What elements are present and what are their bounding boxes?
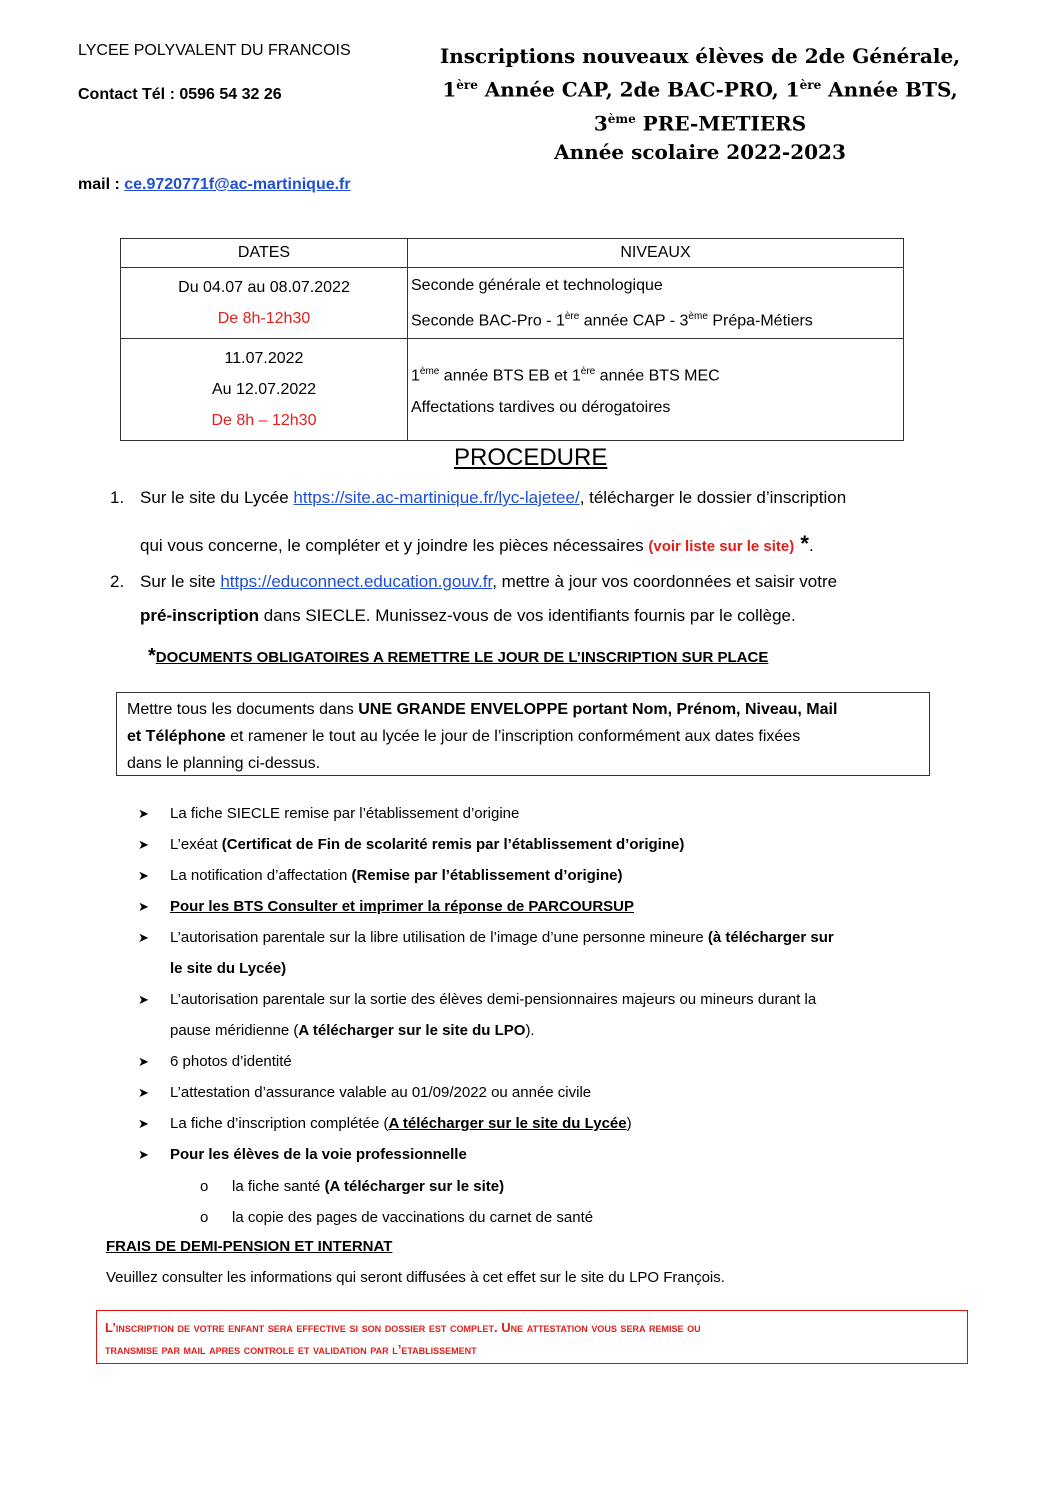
list-item-continuation: pause méridienne (A télécharger sur le site du LPO). [170,1022,535,1039]
page-title [380,42,1020,167]
inscription-notice-box [96,1310,968,1364]
title-line-4: Année scolaire 2022-2023 [554,140,846,165]
niveaux-cell [408,268,904,339]
niveau-item: 1ème année BTS EB et 1ère année BTS MEC [411,366,720,385]
arrowhead-bullet-icon: ➤ [138,992,149,1007]
date-end: Au 12.07.2022 [211,381,317,398]
arrowhead-bullet-icon: ➤ [138,1116,149,1131]
list-item: ➤ L’exéat (Certificat de Fin de scolarité remis par l’établissement d’origine) [138,836,685,853]
educonnect-link[interactable]: https://educonnect.education.gouv.fr [220,572,493,591]
frais-heading: FRAIS DE DEMI-PENSION ET INTERNAT [106,1238,393,1255]
step-number: 1. [110,488,125,507]
table-header-row [121,239,904,268]
notice-line-1: L’inscription de votre enfant sera effective si son dossier est complet. Une attestation vous sera remise ou [105,1320,701,1335]
sub-list-item: o la copie des pages de vaccinations du carnet de santé [200,1209,594,1226]
procedure-title: PROCEDURE [454,444,608,471]
step-1-line-2: qui vous concerne, le compléter et y joindre les pièces nécessaires (voir liste sur le site) *. [140,531,814,556]
contact-phone: Contact Tél : 0596 54 32 26 [78,86,282,103]
niveau-item: Seconde générale et technologique [411,276,663,294]
column-header-dates: DATES [121,239,408,268]
mail-label: mail : [78,176,125,193]
list-item: ➤ 6 photos d’identité [138,1053,292,1070]
mail-link[interactable]: ce.9720771f@ac-martinique.fr [124,176,351,193]
step-2-line-1: 2. Sur le site https://educonnect.education.gouv.fr, mettre à jour vos coordonnées et saisir votre [110,572,838,591]
arrowhead-bullet-icon: ➤ [138,868,149,883]
niveau-item: Seconde BAC-Pro - 1ère année CAP - 3ème Prépa-Métiers [411,310,813,330]
column-header-niveaux: NIVEAUX [408,239,904,268]
step-2-line-2: pré-inscription dans SIECLE. Munissez-vous de vos identifiants fournis par le collège. [140,606,796,625]
niveaux-cell [408,339,904,441]
title-line-1: Inscriptions nouveaux élèves de 2de Générale, [439,44,961,68]
list-item: ➤ L’autorisation parentale sur la libre utilisation de l’image d’une personne mineure (à télécharger sur [138,929,834,946]
mail-line [78,176,351,194]
schedule-table [120,238,904,441]
dates-cell [121,268,408,339]
step-number: 2. [110,572,125,591]
dates-cell [121,339,408,441]
arrowhead-bullet-icon: ➤ [138,1147,149,1162]
list-item-continuation: le site du Lycée) [170,960,287,977]
table-row [121,339,904,441]
circle-bullet-icon: o [200,1209,209,1226]
niveau-item: Affectations tardives ou dérogatoires [411,398,671,416]
table-row [121,268,904,339]
frais-text: Veuillez consulter les informations qui seront diffusées à cet effet sur le site du LPO François. [106,1269,725,1286]
list-item: ➤ La notification d’affectation (Remise par l’établissement d’origine) [138,867,623,884]
list-item: ➤ Pour les élèves de la voie professionnelle [138,1146,467,1163]
arrowhead-bullet-icon: ➤ [138,899,149,914]
list-item: ➤ La fiche SIECLE remise par l’établissement d’origine [138,805,520,822]
list-item: ➤ La fiche d’inscription complétée (A télécharger sur le site du Lycée) [138,1115,632,1132]
lycee-site-link[interactable]: https://site.ac-martinique.fr/lyc-lajetee/ [293,488,580,507]
title-line-2: 1ère Année CAP, 2de BAC-PRO, 1ère Année BTS, [442,77,958,102]
school-name: LYCEE POLYVALENT DU FRANCOIS [78,42,351,59]
list-item: ➤ Pour les BTS Consulter et imprimer la réponse de PARCOURSUP [138,898,634,915]
list-item: ➤ L’autorisation parentale sur la sortie des élèves demi-pensionnaires majeurs ou mineurs durant la [138,991,817,1008]
arrowhead-bullet-icon: ➤ [138,930,149,945]
date-start: 11.07.2022 [224,350,304,367]
circle-bullet-icon: o [200,1178,209,1195]
arrowhead-bullet-icon: ➤ [138,806,149,821]
hours: De 8h-12h30 [217,310,311,327]
list-item: ➤ L’attestation d’assurance valable au 01/09/2022 ou année civile [138,1084,592,1101]
arrowhead-bullet-icon: ➤ [138,1085,149,1100]
date-range: Du 04.07 au 08.07.2022 [178,279,350,296]
arrowhead-bullet-icon: ➤ [138,837,149,852]
title-line-3: 3ème PRE-METIERS [593,111,807,136]
sub-list-item: o la fiche santé (A télécharger sur le site) [200,1178,505,1195]
arrowhead-bullet-icon: ➤ [138,1054,149,1069]
step-1-line-1: 1. Sur le site du Lycée https://site.ac-martinique.fr/lyc-lajetee/, télécharger le dossier d’inscription [110,488,847,507]
notice-line-2: transmise par mail apres controle et validation par l’etablissement [105,1342,477,1357]
hours: De 8h – 12h30 [211,412,317,429]
envelope-instructions-box: Mettre tous les documents dans UNE GRANDE ENVELOPPE portant Nom, Prénom, Niveau, Mail et Téléphone et ramener le tout au lycée le jour de l’inscription conformément aux dates fixées dans le planning ci-dessus. [116,692,930,776]
mandatory-documents-heading: *DOCUMENTS OBLIGATOIRES A REMETTRE LE JOUR DE L’INSCRIPTION SUR PLACE [148,645,769,667]
